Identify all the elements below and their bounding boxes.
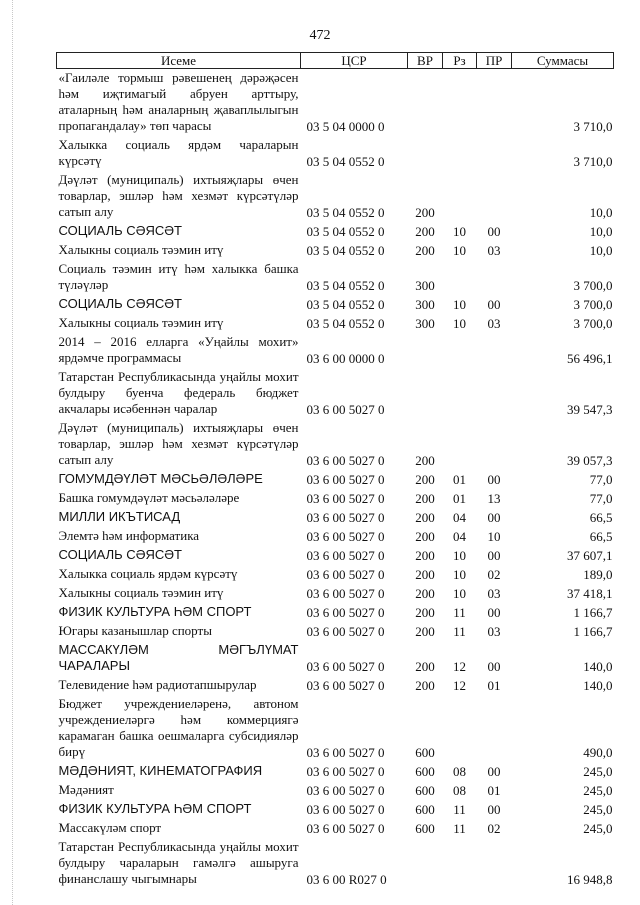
row-pr-code: 03 (487, 315, 501, 331)
row-csr-code: 03 5 04 0552 0 (306, 204, 385, 220)
row-amount: 3 700,0 (573, 315, 613, 331)
row-amount: 245,0 (583, 801, 613, 817)
row-vr-code: 200 (415, 223, 435, 239)
row-rz-code: 10 (453, 223, 466, 239)
row-name: Мәдәният (58, 782, 114, 797)
row-pr-code: 00 (487, 547, 501, 563)
row-name: МИЛЛИ ИКЪТИСАД (58, 509, 181, 524)
table-row (57, 781, 614, 800)
row-vr-code (408, 69, 443, 137)
table-row (57, 419, 614, 470)
row-amount: 189,0 (583, 566, 613, 582)
row-csr-code: 03 5 04 0552 0 (306, 277, 385, 293)
row-csr-code: 03 5 04 0552 0 (306, 296, 385, 312)
row-name: Татарстан Республикасында уңайлы мохит булдыру буенча федераль бюджет акчалары исәбеннән чаралар (58, 369, 299, 416)
row-csr-code: 03 5 04 0552 0 (306, 223, 385, 239)
row-name: Телевидение һәм радиотапшырулар (58, 677, 257, 692)
row-vr-code: 600 (415, 744, 435, 760)
table-row (57, 241, 614, 260)
row-csr-code: 03 6 00 5027 0 (306, 471, 385, 487)
table-row (57, 260, 614, 295)
row-rz-code (443, 695, 477, 762)
row-vr-code: 200 (415, 677, 435, 693)
table-row (57, 136, 614, 171)
row-vr-code: 300 (415, 277, 435, 293)
table-row (57, 622, 614, 641)
table-row (57, 171, 614, 222)
row-vr-code: 200 (415, 604, 435, 620)
row-rz-code: 12 (453, 677, 466, 693)
row-csr-code: 03 5 04 0552 0 (306, 315, 385, 331)
row-amount: 10,0 (589, 204, 613, 220)
row-pr-code (477, 368, 512, 419)
row-pr-code: 01 (487, 782, 501, 798)
row-name: «Гаиләле тормыш рәвешенең дәрәҗәсен һәм иҗтимагый абруен арттыру, аталарның һәм аналарның җаваплылыгын пропагандалау» төп чарасы (58, 70, 299, 133)
row-pr-code: 03 (487, 585, 501, 601)
row-name: Халыкны социаль тәэмин итү (58, 315, 224, 330)
row-vr-code (408, 136, 443, 171)
row-amount: 39 057,3 (567, 452, 613, 468)
row-vr-code: 200 (415, 509, 435, 525)
row-amount: 10,0 (589, 223, 613, 239)
row-rz-code: 10 (453, 242, 466, 258)
row-pr-code (477, 260, 512, 295)
row-amount: 10,0 (589, 242, 613, 258)
row-rz-code: 10 (453, 566, 466, 582)
row-pr-code: 03 (487, 623, 501, 639)
row-amount: 66,5 (589, 509, 613, 525)
table-section-row (57, 508, 614, 527)
row-rz-code (443, 171, 477, 222)
header-pr: ПР (477, 53, 512, 69)
row-amount: 39 547,3 (567, 401, 613, 417)
table-row (57, 695, 614, 762)
table-header (57, 53, 614, 69)
row-rz-code (443, 838, 477, 889)
table-row (57, 584, 614, 603)
row-csr-code: 03 6 00 5027 0 (306, 623, 385, 639)
row-pr-code: 00 (487, 471, 501, 487)
row-amount: 77,0 (589, 471, 613, 487)
table-section-row (57, 762, 614, 781)
row-pr-code (477, 419, 512, 470)
table-row (57, 69, 614, 137)
table-row (57, 819, 614, 838)
row-pr-code: 03 (487, 242, 501, 258)
row-csr-code: 03 6 00 5027 0 (306, 782, 385, 798)
row-name: Халыкка социаль ярдәм күрсәтү (58, 566, 238, 581)
row-rz-code: 10 (453, 315, 466, 331)
row-name: Башка гомумдәүләт мәсьәләләре (58, 490, 240, 505)
header-rz: Рз (443, 53, 477, 69)
row-amount: 140,0 (583, 658, 613, 674)
row-csr-code: 03 6 00 5027 0 (306, 744, 385, 760)
row-name: ФИЗИК КУЛЬТУРА ҺӘМ СПОРТ (58, 801, 252, 816)
row-csr-code: 03 6 00 5027 0 (306, 490, 385, 506)
row-amount: 245,0 (583, 763, 613, 779)
row-name: МӘДӘНИЯТ, КИНЕМАТОГРАФИЯ (58, 763, 263, 778)
row-csr-code: 03 6 00 5027 0 (306, 658, 385, 674)
row-name: ФИЗИК КУЛЬТУРА ҺӘМ СПОРТ (58, 604, 252, 619)
row-csr-code: 03 6 00 5027 0 (306, 509, 385, 525)
row-vr-code: 200 (415, 490, 435, 506)
row-csr-code: 03 6 00 5027 0 (306, 547, 385, 563)
table-row (57, 314, 614, 333)
row-amount: 66,5 (589, 528, 613, 544)
row-rz-code: 12 (453, 658, 466, 674)
row-pr-code: 13 (487, 490, 501, 506)
row-vr-code: 600 (415, 763, 435, 779)
row-csr-code: 03 6 00 R027 0 (306, 871, 387, 887)
row-csr-code: 03 6 00 5027 0 (306, 452, 385, 468)
row-amount: 1 166,7 (573, 604, 613, 620)
row-amount: 3 700,0 (573, 277, 613, 293)
row-vr-code: 200 (415, 204, 435, 220)
row-amount: 77,0 (589, 490, 613, 506)
row-amount: 1 166,7 (573, 623, 613, 639)
row-rz-code (443, 333, 477, 368)
row-name: Халыкны социаль тәэмин итү (58, 585, 224, 600)
row-pr-code: 00 (487, 763, 501, 779)
table-row (57, 489, 614, 508)
row-pr-code: 00 (487, 658, 501, 674)
row-pr-code: 00 (487, 801, 501, 817)
row-vr-code: 200 (415, 471, 435, 487)
row-rz-code (443, 136, 477, 171)
row-amount: 37 607,1 (567, 547, 613, 563)
row-vr-code: 200 (415, 528, 435, 544)
row-pr-code (477, 171, 512, 222)
row-amount: 245,0 (583, 820, 613, 836)
row-rz-code: 10 (453, 585, 466, 601)
row-pr-code (477, 333, 512, 368)
row-amount: 37 418,1 (567, 585, 613, 601)
row-vr-code: 300 (415, 296, 435, 312)
row-name: СОЦИАЛЬ СӘЯСӘТ (58, 223, 182, 238)
row-name: МАССАКҮЛӘМ МӘГЪЛҮМАТ ЧАРАЛАРЫ (58, 642, 299, 673)
row-rz-code (443, 260, 477, 295)
row-csr-code: 03 6 00 0000 0 (306, 350, 385, 366)
row-pr-code (477, 838, 512, 889)
budget-table (56, 52, 614, 889)
row-pr-code: 00 (487, 604, 501, 620)
row-name: 2014 – 2016 елларга «Уңайлы мохит» ярдәмче программасы (58, 334, 299, 365)
row-rz-code (443, 419, 477, 470)
row-pr-code: 00 (487, 296, 501, 312)
row-vr-code (408, 838, 443, 889)
row-rz-code (443, 368, 477, 419)
row-csr-code: 03 6 00 5027 0 (306, 585, 385, 601)
row-name: Бюджет учреждениеләренә, автоном учреждениеләргә һәм коммерциягә карамаган башка оешмаларга субсидияләр бирү (58, 696, 299, 759)
row-amount: 3 710,0 (573, 153, 613, 169)
row-vr-code: 200 (415, 658, 435, 674)
row-rz-code: 04 (453, 528, 466, 544)
table-row (57, 368, 614, 419)
table-section-row (57, 546, 614, 565)
table-row (57, 527, 614, 546)
row-name: Элемтә һәм информатика (58, 528, 200, 543)
table-section-row (57, 603, 614, 622)
table-section-row (57, 470, 614, 489)
row-name: СОЦИАЛЬ СӘЯСӘТ (58, 296, 182, 311)
row-rz-code: 10 (453, 547, 466, 563)
row-csr-code: 03 6 00 5027 0 (306, 801, 385, 817)
row-vr-code: 600 (415, 801, 435, 817)
table-row (57, 333, 614, 368)
header-csr: ЦСР (301, 53, 408, 69)
row-amount: 490,0 (583, 744, 613, 760)
row-vr-code (408, 333, 443, 368)
header-vr: ВР (408, 53, 443, 69)
header-sum: Суммасы (512, 53, 614, 69)
row-rz-code: 08 (453, 763, 466, 779)
row-rz-code: 01 (453, 471, 466, 487)
row-vr-code: 300 (415, 315, 435, 331)
row-csr-code: 03 5 04 0552 0 (306, 242, 385, 258)
row-name: Дәүләт (муниципаль) ихтыяҗлары өчен товарлар, эшләр һәм хезмәт күрсәтүләр сатып алу (58, 420, 299, 467)
row-vr-code (408, 368, 443, 419)
row-pr-code: 01 (487, 677, 501, 693)
row-vr-code: 200 (415, 623, 435, 639)
row-vr-code: 600 (415, 820, 435, 836)
row-name: Социаль тәэмин итү һәм халыкка башка түләүләр (58, 261, 299, 292)
table-row (57, 838, 614, 889)
row-pr-code (477, 136, 512, 171)
row-vr-code: 200 (415, 585, 435, 601)
row-rz-code: 10 (453, 296, 466, 312)
row-csr-code: 03 6 00 5027 0 (306, 604, 385, 620)
row-rz-code (443, 69, 477, 137)
scan-margin-line (12, 0, 13, 905)
row-vr-code: 200 (415, 242, 435, 258)
row-amount: 140,0 (583, 677, 613, 693)
row-name: Халыкны социаль тәэмин итү (58, 242, 224, 257)
row-name: ГОМУМДӘҮЛӘТ МӘСЬӘЛӘЛӘРЕ (58, 471, 263, 486)
table-section-row (57, 295, 614, 314)
row-csr-code: 03 6 00 5027 0 (306, 677, 385, 693)
row-rz-code: 11 (453, 820, 466, 836)
row-csr-code: 03 6 00 5027 0 (306, 401, 385, 417)
row-vr-code: 200 (415, 566, 435, 582)
row-csr-code: 03 6 00 5027 0 (306, 566, 385, 582)
row-amount: 3 700,0 (573, 296, 613, 312)
row-name: Халыкка социаль ярдәм чараларын күрсәтү (58, 137, 299, 168)
row-rz-code: 01 (453, 490, 466, 506)
row-rz-code: 04 (453, 509, 466, 525)
table-section-row (57, 641, 614, 676)
row-pr-code: 00 (487, 223, 501, 239)
row-rz-code: 11 (453, 801, 466, 817)
table-section-row (57, 222, 614, 241)
row-name: Татарстан Республикасында уңайлы мохит булдыру чараларын гамәлгә ашыруга финанслашу чыгымнары (58, 839, 299, 886)
row-rz-code: 11 (453, 604, 466, 620)
table-row (57, 676, 614, 695)
row-name: Югары казанышлар спорты (58, 623, 212, 638)
row-pr-code (477, 69, 512, 137)
row-rz-code: 11 (453, 623, 466, 639)
table-section-row (57, 800, 614, 819)
row-pr-code: 00 (487, 509, 501, 525)
row-vr-code: 600 (415, 782, 435, 798)
header-name: Исеме (57, 53, 301, 69)
row-vr-code: 200 (415, 547, 435, 563)
row-rz-code: 08 (453, 782, 466, 798)
row-csr-code: 03 5 04 0552 0 (306, 153, 385, 169)
row-csr-code: 03 6 00 5027 0 (306, 528, 385, 544)
row-vr-code: 200 (415, 452, 435, 468)
row-amount: 3 710,0 (573, 118, 613, 134)
table-body (57, 69, 614, 890)
row-pr-code: 02 (487, 566, 501, 582)
row-pr-code: 10 (487, 528, 501, 544)
row-amount: 56 496,1 (567, 350, 613, 366)
row-amount: 16 948,8 (567, 871, 613, 887)
row-name: Массакүләм спорт (58, 820, 162, 835)
page-number: 472 (309, 28, 331, 43)
row-csr-code: 03 5 04 0000 0 (306, 118, 385, 134)
row-name: Дәүләт (муниципаль) ихтыяҗлары өчен товарлар, эшләр һәм хезмәт күрсәтүләр сатып алу (58, 172, 299, 219)
row-csr-code: 03 6 00 5027 0 (306, 763, 385, 779)
row-name: СОЦИАЛЬ СӘЯСӘТ (58, 547, 182, 562)
row-amount: 245,0 (583, 782, 613, 798)
row-csr-code: 03 6 00 5027 0 (306, 820, 385, 836)
row-pr-code: 02 (487, 820, 501, 836)
table-row (57, 565, 614, 584)
row-pr-code (477, 695, 512, 762)
